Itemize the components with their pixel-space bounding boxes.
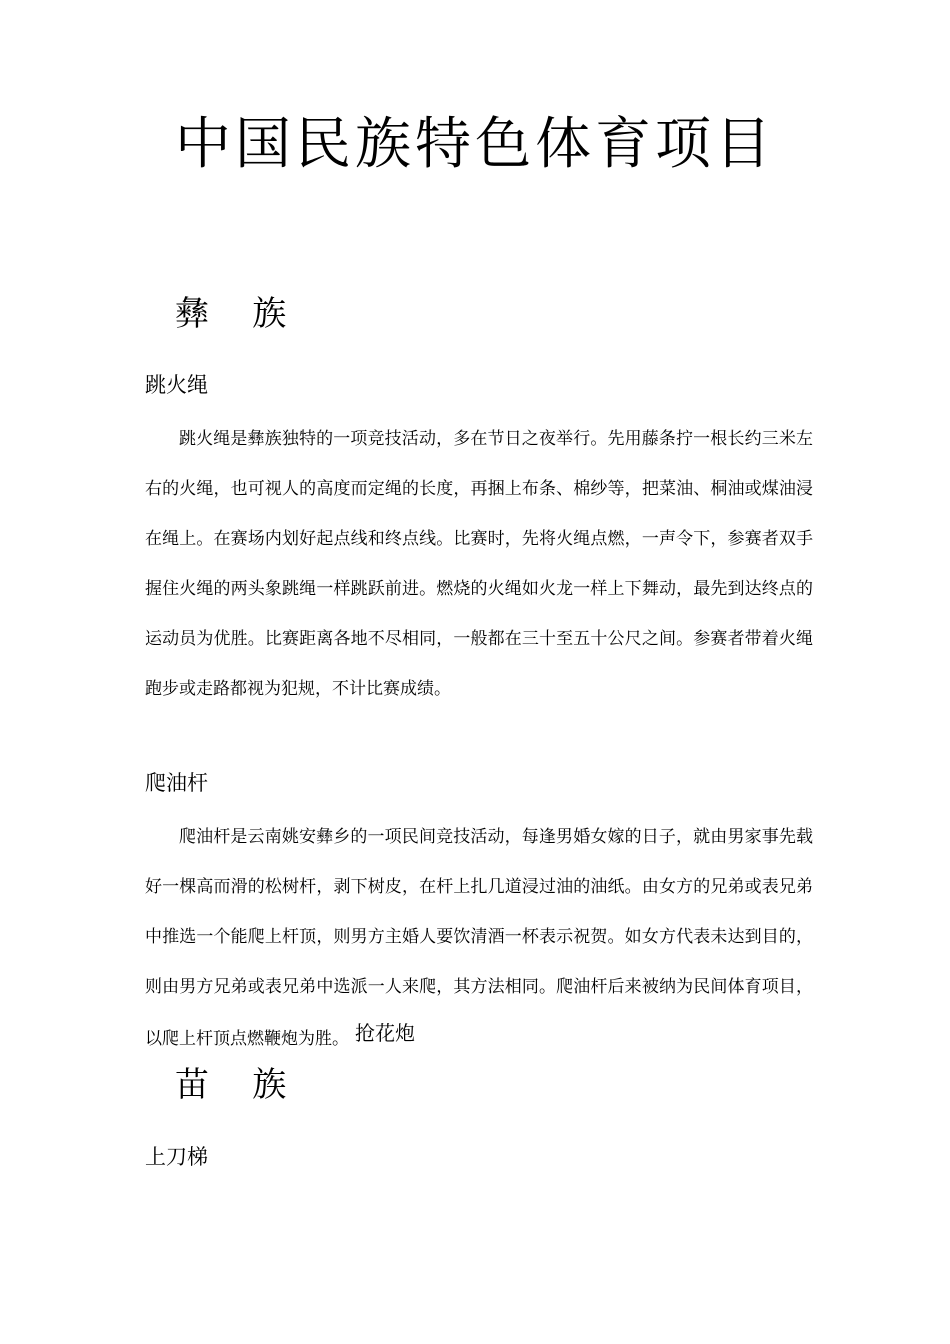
item-heading-payougan: 爬油杆 [145, 771, 208, 795]
paragraph-payougan [145, 812, 813, 1064]
ethnic-heading-miao: 苗 族 [175, 1065, 287, 1105]
document-title: 中国民族特色体育项目 [175, 112, 775, 177]
item-heading-qianghuapao: 抢花炮 [355, 1021, 415, 1045]
paragraph-payougan-text: 爬油杆是云南姚安彝乡的一项民间竞技活动，每逢男婚女嫁的日子，就由男家事先载好一棵高而滑的松树杆，剥下树皮，在杆上扎几道浸过油的油纸。由女方的兄弟或表兄弟中推选一个能爬上杆顶，则男方主婚人要饮清酒一杯表示祝贺。如女方代表未达到目的，则由男方兄弟或表兄弟中选派一人来爬，其方法相同。爬油杆后来被纳为民间体育项目，以爬上杆顶点燃鞭炮为胜。 [145, 827, 813, 1049]
item-heading-tiaohuosheng: 跳火绳 [145, 373, 208, 397]
paragraph-tiaohuosheng: 跳火绳是彝族独特的一项竞技活动，多在节日之夜举行。先用藤条拧一根长约三米左右的火绳，也可视人的高度而定绳的长度，再捆上布条、棉纱等，把菜油、桐油或煤油浸在绳上。在赛场内划好起点线和终点线。比赛时，先将火绳点燃，一声令下，参赛者双手握住火绳的两头象跳绳一样跳跃前进。燃烧的火绳如火龙一样上下舞动，最先到达终点的运动员为优胜。比赛距离各地不尽相同，一般都在三十至五十公尺之间。参赛者带着火绳跑步或走路都视为犯规，不计比赛成绩。 [145, 429, 813, 699]
ethnic-heading-yi: 彝 族 [175, 294, 287, 334]
item-heading-shangdaoti: 上刀梯 [145, 1145, 208, 1169]
